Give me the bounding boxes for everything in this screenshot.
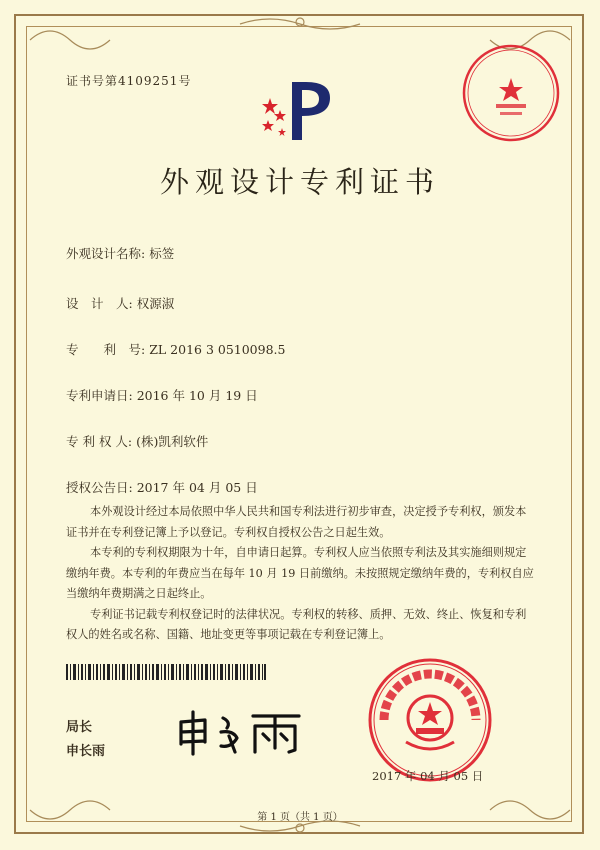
field-label: 专 利 权 人: (66, 434, 133, 449)
barcode (66, 664, 266, 680)
field-grant-date (66, 478, 258, 496)
field-patentee (66, 432, 208, 450)
field-designer (66, 294, 174, 312)
field-value: 2016 年 10 月 19 日 (136, 388, 258, 403)
body-paragraph: 本专利的专利权期限为十年，自申请日起算。专利权人应当依照专利法及其实施细则规定缴纳年费。本专利的年费应当在每年 10 月 19 日前缴纳。未按照规定缴纳年费的，专利权自应当缴纳年费期满之日起终止。 (66, 546, 534, 600)
field-value: 权源淑 (136, 296, 175, 311)
certificate-body (66, 502, 536, 646)
field-value: (株)凯利软件 (136, 434, 209, 449)
field-label: 外观设计名称: (66, 246, 146, 261)
field-application-date (66, 386, 258, 404)
director-title: 局长 (66, 720, 93, 735)
field-label: 专 利 号: (66, 342, 146, 357)
certificate-title: 外观设计专利证书 (159, 165, 440, 199)
certificate-number: 证书号第4109251号 (66, 74, 192, 88)
official-seal (366, 656, 494, 784)
field-patent-number (66, 340, 285, 358)
field-value: 标签 (149, 246, 175, 261)
body-paragraph: 本外观设计经过本局依照中华人民共和国专利法进行初步审查，决定授予专利权，颁发本证书并在专利登记簿上予以登记。专利权自授权公告之日起生效。 (66, 505, 527, 539)
seal-date: 2017 年 04 月 05 日 (372, 769, 484, 783)
field-value: 2017 年 04 月 05 日 (136, 480, 258, 495)
field-label: 授权公告日: (66, 480, 133, 495)
patent-office-logo (256, 76, 338, 144)
field-design-name (66, 244, 174, 262)
director-name: 申长雨 (66, 744, 106, 759)
body-paragraph: 专利证书记载专利权登记时的法律状况。专利权的转移、质押、无效、终止、恢复和专利权人的姓名或名称、国籍、地址变更等事项记载在专利登记簿上。 (66, 607, 527, 641)
agency-stamp (460, 42, 562, 144)
field-value: ZL 2016 3 0510098.5 (149, 342, 286, 357)
director-signature (175, 708, 305, 756)
page-number: 第 1 页（共 1 页） (257, 812, 343, 823)
field-label: 专利申请日: (66, 388, 133, 403)
field-label: 设 计 人: (66, 296, 133, 311)
